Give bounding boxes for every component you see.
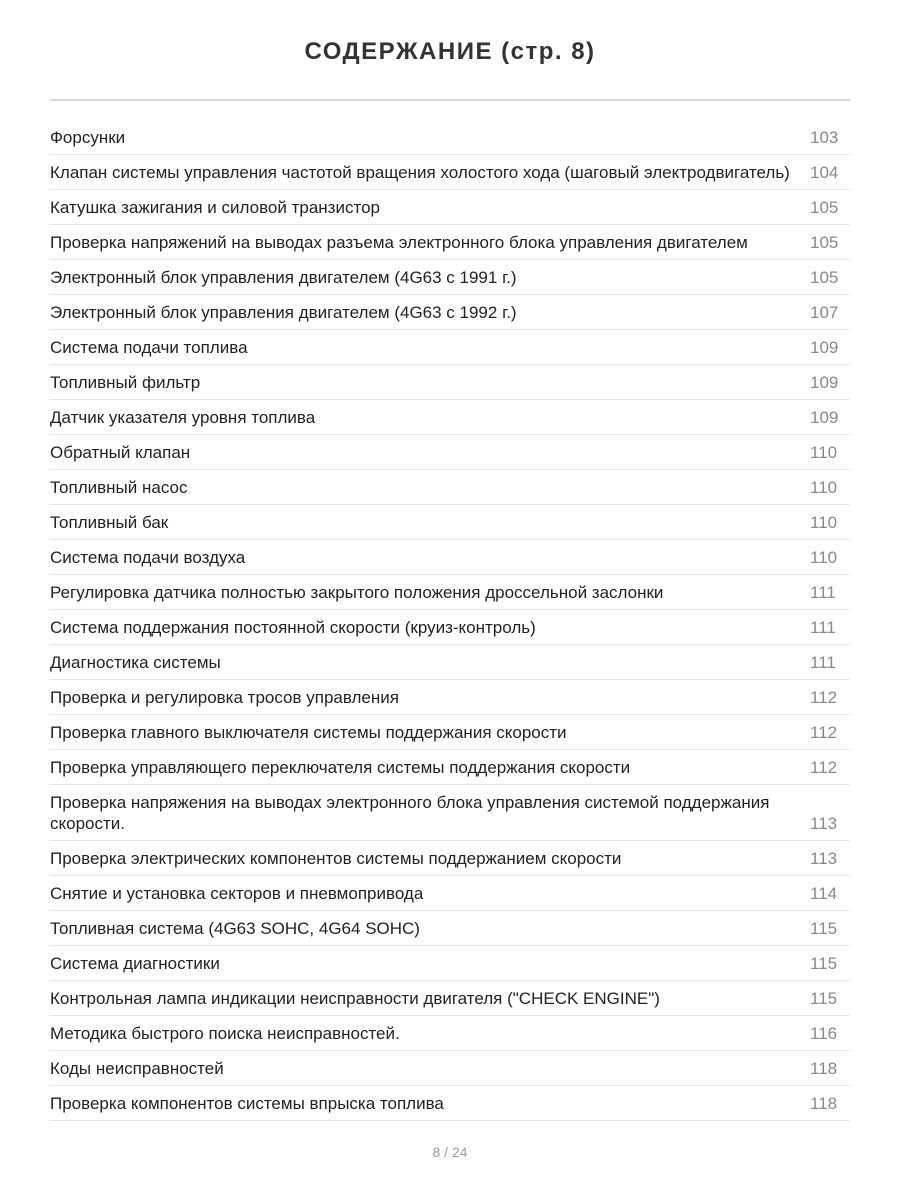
toc-entry-page: 118	[810, 1059, 838, 1078]
toc-entry[interactable]	[50, 1086, 850, 1121]
toc-entry[interactable]	[50, 435, 850, 470]
toc-entry-title[interactable]: Проверка электрических компонентов системы поддержанием скорости	[50, 849, 622, 868]
toc-entry[interactable]	[50, 190, 850, 225]
toc-entry[interactable]	[50, 715, 850, 750]
toc-entry-title[interactable]: Топливный насос	[50, 478, 188, 497]
toc-entry-title[interactable]: Система диагностики	[50, 954, 220, 973]
toc-entry-page: 113	[810, 814, 838, 833]
toc-entry-page: 112	[810, 688, 838, 707]
toc-entry[interactable]	[50, 505, 850, 540]
toc-entry-page: 109	[810, 338, 839, 357]
toc-entry-page: 103	[810, 128, 839, 147]
toc-entry-page: 112	[810, 723, 838, 742]
toc-entry-title[interactable]: Форсунки	[50, 128, 126, 147]
toc-entry-page: 118	[810, 1094, 838, 1113]
toc-entry-title[interactable]: Электронный блок управления двигателем (4G63 с 1991 г.)	[50, 268, 517, 287]
toc-entry-page: 104	[810, 163, 839, 182]
toc-entry-title[interactable]: Регулировка датчика полностью закрытого положения дроссельной заслонки	[50, 583, 664, 602]
toc-entry[interactable]	[50, 1051, 850, 1086]
toc-entry-page: 112	[810, 758, 838, 777]
toc-entry[interactable]	[50, 400, 850, 435]
toc-entry-title[interactable]: Коды неисправностей	[50, 1059, 224, 1078]
page-number: 8 / 24	[432, 1144, 468, 1160]
toc-entry[interactable]	[50, 645, 850, 680]
toc-entry-page: 111	[810, 583, 836, 602]
toc-entry[interactable]	[50, 981, 850, 1016]
toc-entry-page: 105	[810, 268, 839, 287]
toc-entry-page: 110	[810, 513, 838, 532]
toc-entry[interactable]	[50, 470, 850, 505]
toc-entry[interactable]	[50, 876, 850, 911]
toc-entry-title[interactable]: Проверка главного выключателя системы поддержания скорости	[50, 723, 567, 742]
toc-entry-page: 110	[810, 443, 838, 462]
toc-entry[interactable]	[50, 1016, 850, 1051]
toc-entry-page: 110	[810, 548, 838, 567]
toc-entry-page: 109	[810, 408, 839, 427]
toc-entry-title[interactable]: Контрольная лампа индикации неисправности двигателя ("CHECK ENGINE")	[50, 989, 660, 1008]
page-title: СОДЕРЖАНИЕ (стр. 8)	[304, 38, 596, 65]
toc-entry-page: 114	[810, 884, 838, 903]
toc-entry-title[interactable]: Датчик указателя уровня топлива	[50, 408, 316, 427]
toc-entry-page: 105	[810, 198, 839, 217]
toc-entry-title[interactable]: Проверка напряжения на выводах электронного блока управления системой поддержания скорости.	[50, 793, 770, 833]
toc-entry[interactable]	[50, 260, 850, 295]
toc-entry-page: 107	[810, 303, 839, 322]
toc-entry[interactable]	[50, 680, 850, 715]
toc-entry[interactable]	[50, 155, 850, 190]
toc-entry-title[interactable]: Топливный фильтр	[50, 373, 201, 392]
toc-entry-title[interactable]: Проверка напряжений на выводах разъема электронного блока управления двигателем	[50, 233, 748, 252]
toc-entry-page: 115	[810, 954, 838, 973]
toc-entry[interactable]	[50, 911, 850, 946]
toc-entry-title[interactable]: Топливная система (4G63 SOHC, 4G64 SOHC)	[50, 919, 420, 938]
toc-entry-title[interactable]: Электронный блок управления двигателем (4G63 с 1992 г.)	[50, 303, 517, 322]
toc-entry-title[interactable]: Система поддержания постоянной скорости (круиз-контроль)	[50, 618, 536, 637]
toc-entry[interactable]	[50, 120, 850, 155]
toc-entry-title[interactable]: Снятие и установка секторов и пневмопривода	[50, 884, 424, 903]
toc-entry-page: 105	[810, 233, 839, 252]
toc-entry[interactable]	[50, 225, 850, 260]
toc-entry-title[interactable]: Катушка зажигания и силовой транзистор	[50, 198, 380, 217]
toc-entry-title[interactable]: Методика быстрого поиска неисправностей.	[50, 1024, 400, 1043]
toc-entry-page: 115	[810, 989, 838, 1008]
toc-entry-title[interactable]: Клапан системы управления частотой вращения холостого хода (шаговый электродвигатель)	[50, 163, 790, 182]
toc-entry-page: 111	[810, 618, 836, 637]
toc-entry-title[interactable]: Обратный клапан	[50, 443, 191, 462]
toc-entry-title[interactable]: Проверка и регулировка тросов управления	[50, 688, 399, 707]
toc-entry-title[interactable]: Система подачи воздуха	[50, 548, 246, 567]
toc-entry-title[interactable]: Система подачи топлива	[50, 338, 248, 357]
toc-entry-page: 110	[810, 478, 838, 497]
toc-entry[interactable]	[50, 750, 850, 785]
toc-entry[interactable]	[50, 365, 850, 400]
toc-entry-page: 115	[810, 919, 838, 938]
toc-entry[interactable]	[50, 946, 850, 981]
toc-entry-page: 111	[810, 653, 836, 672]
toc-entry[interactable]	[50, 841, 850, 876]
toc-entry-title[interactable]: Проверка компонентов системы впрыска топлива	[50, 1094, 444, 1113]
table-of-contents	[50, 120, 850, 1121]
toc-entry[interactable]	[50, 610, 850, 645]
toc-entry[interactable]	[50, 295, 850, 330]
toc-entry[interactable]	[50, 785, 850, 841]
toc-entry-page: 109	[810, 373, 839, 392]
toc-entry-page: 116	[810, 1024, 838, 1043]
title-divider	[50, 99, 850, 101]
toc-entry[interactable]	[50, 575, 850, 610]
toc-entry[interactable]	[50, 330, 850, 365]
toc-entry-title[interactable]: Диагностика системы	[50, 653, 221, 672]
toc-entry-title[interactable]: Топливный бак	[50, 513, 169, 532]
toc-entry-title[interactable]: Проверка управляющего переключателя системы поддержания скорости	[50, 758, 631, 777]
toc-entry-page: 113	[810, 849, 838, 868]
toc-entry[interactable]	[50, 540, 850, 575]
